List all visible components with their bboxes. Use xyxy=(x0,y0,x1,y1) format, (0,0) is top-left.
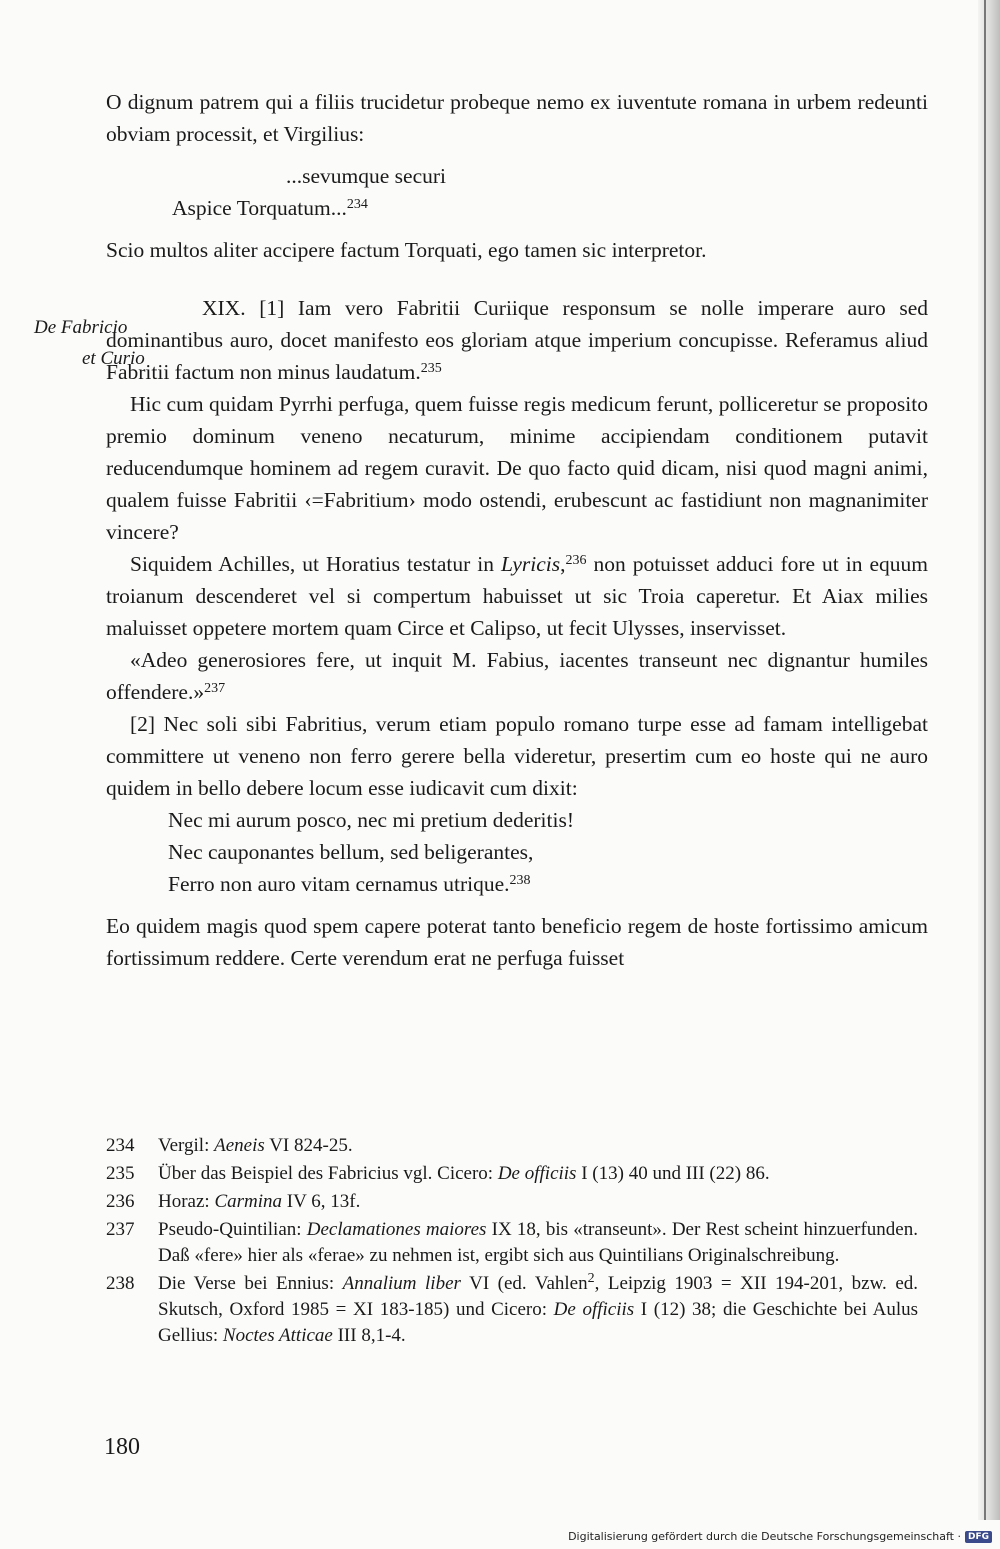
footnote-237 xyxy=(106,1217,918,1269)
margin-note-line-1: De Fabricio xyxy=(34,317,128,338)
verse-2-line-1: Nec mi aurum posco, nec mi pretium dederitis! xyxy=(168,808,574,832)
footnote-number: 238 xyxy=(106,1273,135,1294)
book-spine-edge xyxy=(984,0,986,1520)
footnote-number: 234 xyxy=(106,1135,135,1156)
footnote-238-italic-2: De officiis xyxy=(553,1299,635,1320)
paragraph-6 xyxy=(106,644,928,708)
verse-2-line-3 xyxy=(106,868,928,900)
paragraph-3-text: XIX. [1] Iam vero Fabritii Curiique responsum se nolle imperare auro sed dominantibus auro, docet manifesto eos gloriam atque imperium concupisse. Referamus aliud Fabritii factum non minus laudatum. xyxy=(106,296,928,384)
footnote-234-a: Vergil: xyxy=(158,1135,215,1156)
footnote-235 xyxy=(106,1161,918,1187)
footnote-236-italic: Carmina xyxy=(214,1191,283,1212)
verse-1-line-2 xyxy=(106,192,928,224)
digitization-footer xyxy=(568,1530,992,1543)
footnote-ref-234: 234 xyxy=(346,197,368,212)
footnote-235-a: Über das Beispiel des Fabricius vgl. Cicero: xyxy=(158,1163,498,1184)
footnote-237-a: Pseudo-Quintilian: xyxy=(158,1219,307,1240)
paragraph-5: Siquidem Achilles, ut Horatius testatur in Lyricis,$^{236}$ non potuisset adduci fore ut in equum troianum descenderet vel si compertum habuisset ut sic Troia caperetur. Et Aiax milies maluisset oppetere mortem quam Circe et Calipso, ut fecit Ulysses, inservisset. xyxy=(106,552,928,640)
footnote-238-e: III 8,1-4. xyxy=(332,1325,406,1346)
margin-note-line-2: et Curio xyxy=(82,348,145,369)
footnote-235-italic: De officiis xyxy=(497,1163,577,1184)
book-spine-shadow xyxy=(978,0,1000,1520)
footnote-238-c: , Leipzig 1903 = XII 194-201, bzw. ed. Skutsch, Oxford 1985 = XI 183-185) und Cicero: xyxy=(158,1273,919,1320)
margin-note xyxy=(34,312,184,374)
verse-2-line-3-text: Ferro non auro vitam cernamus utrique. xyxy=(168,872,510,896)
footnote-ref-235: 235 xyxy=(420,361,442,376)
footnote-238 xyxy=(106,1271,918,1349)
footnote-ref-237: 237 xyxy=(204,681,226,696)
footnote-236-b: IV 6, 13f. xyxy=(282,1191,361,1212)
footnote-234-italic: Aeneis xyxy=(214,1135,265,1156)
footnote-238-d: I (12) 38; die Geschichte bei Aulus Gellius: xyxy=(158,1299,918,1346)
footnote-number: 236 xyxy=(106,1191,135,1212)
paragraph-2: Scio multos aliter accipere factum Torquati, ego tamen sic interpretor. xyxy=(106,238,707,262)
footnote-238-italic-3: Noctes Atticae xyxy=(222,1325,333,1346)
page-number: 180 xyxy=(104,1434,140,1460)
paragraph-6-text: «Adeo generosiores fere, ut inquit M. Fabius, iacentes transeunt nec dignantur humiles offendere.» xyxy=(106,648,928,704)
footnote-ref-236: 236 xyxy=(565,553,587,568)
verse-1-line-2-text: Aspice Torquatum... xyxy=(172,196,347,220)
verse-block-1 xyxy=(106,160,928,224)
footnote-number: 235 xyxy=(106,1163,135,1184)
paragraph-5-text-a: Siquidem Achilles, ut Horatius testatur in xyxy=(130,552,501,576)
footnote-236-a: Horaz: xyxy=(158,1191,215,1212)
verse-1-line-1: ...sevumque securi xyxy=(286,164,447,188)
footer-text: Digitalisierung gefördert durch die Deutsche Forschungsgemeinschaft · xyxy=(568,1530,961,1543)
footnote-234-b: VI 824-25. xyxy=(264,1135,353,1156)
footnote-238-a: Die Verse bei Ennius: xyxy=(158,1273,343,1294)
dfg-logo-icon: DFG xyxy=(965,1531,992,1543)
footnote-236 xyxy=(106,1189,918,1215)
footnote-text xyxy=(158,1189,918,1215)
footnote-number: 237 xyxy=(106,1219,135,1240)
footnote-text xyxy=(158,1133,918,1159)
footnotes xyxy=(106,1133,918,1351)
footnote-237-italic: Declamationes maiores xyxy=(306,1219,487,1240)
verse-2-line-2: Nec cauponantes bellum, sed beligerantes, xyxy=(168,840,534,864)
footnote-238-sup: 2 xyxy=(587,1271,595,1286)
footnote-238-italic: Annalium liber xyxy=(342,1273,461,1294)
footnote-238-b: VI (ed. Vahlen xyxy=(460,1273,588,1294)
footnote-237-b: IX 18, bis «transeunt». Der Rest scheint hinzuerfunden. Daß «fere» hier als «ferae» zu nehmen ist, ergibt sich aus Quintilians Originalschreibung. xyxy=(158,1219,918,1266)
footnote-235-b: I (13) 40 und III (22) 86. xyxy=(576,1163,770,1184)
paragraph-4: Hic cum quidam Pyrrhi perfuga, quem fuisse regis medicum ferunt, polliceretur se proposito premio dominum veneno necaturum, minime accipiendam conditionem putavit reducendumque hominem ad regem curavit. De quo facto quid dicam, nisi quod magni animi, qualem fuisse Fabritii ‹=Fabritium› modo ostendi, erubescunt ac fastidiunt non magnanimiter vincere? xyxy=(106,392,928,544)
paragraph-8: Eo quidem magis quod spem capere poterat tanto beneficio regem de hoste fortissimo amicum fortissimum reddere. Certe verendum erat ne perfuga fuisset xyxy=(106,914,928,970)
paragraph-5-text-b: non potuisset adduci fore ut in equum troianum descenderet vel si compertum habuisset ut sic Troia caperetur. Et Aiax milies maluisset oppetere mortem quam Circe et Calipso, ut fecit Ulysses, inservisset. xyxy=(106,552,928,640)
paragraph-7: [2] Nec soli sibi Fabritius, verum etiam populo romano turpe esse ad famam intelligebat committere ut veneno non ferro gerere bella videretur, presertim cum eo hoste qui ne auro quidem in bello debere locum esse iudicavit cum dixit: xyxy=(106,712,928,800)
chapter-gap xyxy=(106,266,928,292)
footnote-text xyxy=(158,1161,918,1187)
main-text xyxy=(106,86,928,974)
footnote-234 xyxy=(106,1133,918,1159)
footnote-text xyxy=(158,1271,918,1349)
verse-block-2 xyxy=(106,804,928,900)
paragraph-1: O dignum patrem qui a filiis trucidetur probeque nemo ex iuventute romana in urbem redeunti obviam processit, et Virgilius: xyxy=(106,90,928,146)
footnote-text xyxy=(158,1217,918,1269)
paragraph-3 xyxy=(106,292,928,388)
paragraph-5-italic: Lyricis xyxy=(501,552,561,576)
footnote-ref-238: 238 xyxy=(509,873,531,888)
